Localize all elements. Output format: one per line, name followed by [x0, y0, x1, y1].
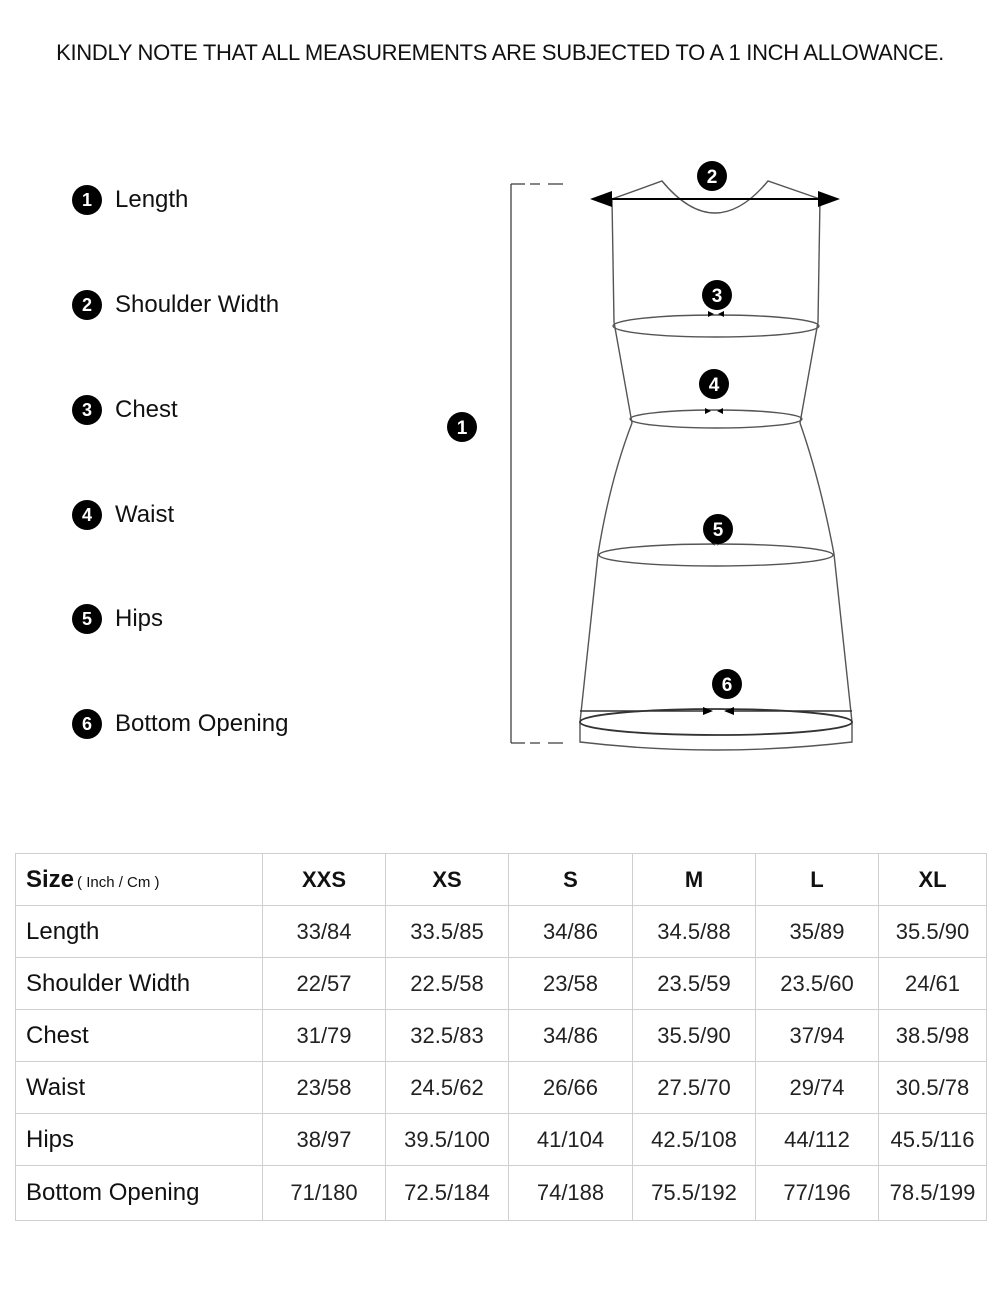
number-badge: 3	[72, 395, 102, 425]
table-cell: 33.5/85	[386, 906, 509, 958]
size-header-xl: XL	[879, 854, 987, 906]
table-row	[16, 1114, 987, 1166]
table-cell: 24.5/62	[386, 1062, 509, 1114]
table-row	[16, 1010, 987, 1062]
number-badge: 2	[72, 290, 102, 320]
table-cell: 34.5/88	[633, 906, 756, 958]
table-cell: 77/196	[756, 1166, 879, 1221]
table-cell: 78.5/199	[879, 1166, 987, 1221]
table-header-row	[16, 854, 987, 906]
table-cell: 39.5/100	[386, 1114, 509, 1166]
svg-text:1: 1	[456, 418, 468, 439]
row-label: Chest	[16, 1010, 263, 1062]
row-label: Waist	[16, 1062, 263, 1114]
table-cell: 35/89	[756, 906, 879, 958]
marker-1	[447, 412, 477, 442]
table-cell: 74/188	[509, 1166, 633, 1221]
table-cell: 38/97	[263, 1114, 386, 1166]
table-cell: 31/79	[263, 1010, 386, 1062]
number-badge: 4	[72, 500, 102, 530]
table-cell: 23.5/59	[633, 958, 756, 1010]
marker-6	[712, 669, 742, 699]
marker-5	[703, 514, 733, 544]
table-cell: 75.5/192	[633, 1166, 756, 1221]
table-cell: 37/94	[756, 1010, 879, 1062]
table-cell: 33/84	[263, 906, 386, 958]
marker-4	[699, 369, 729, 399]
table-cell: 35.5/90	[879, 906, 987, 958]
svg-text:4: 4	[708, 375, 720, 396]
table-cell: 72.5/184	[386, 1166, 509, 1221]
legend-label: Hips	[115, 605, 164, 632]
table-cell: 29/74	[756, 1062, 879, 1114]
svg-text:6: 6	[721, 675, 733, 696]
size-header-xs: XS	[386, 854, 509, 906]
legend-label: Bottom Opening	[115, 710, 289, 737]
table-cell: 34/86	[509, 1010, 633, 1062]
table-cell: 23/58	[509, 958, 633, 1010]
row-label: Bottom Opening	[16, 1166, 263, 1221]
table-row	[16, 958, 987, 1010]
table-cell: 45.5/116	[879, 1114, 987, 1166]
table-cell: 23.5/60	[756, 958, 879, 1010]
row-label: Shoulder Width	[16, 958, 263, 1010]
svg-text:3: 3	[711, 286, 723, 307]
legend-label: Length	[115, 186, 189, 213]
table-cell: 26/66	[509, 1062, 633, 1114]
svg-text:2: 2	[706, 167, 718, 188]
size-header-s: S	[509, 854, 633, 906]
marker-2	[697, 161, 727, 191]
legend-label: Shoulder Width	[115, 291, 280, 318]
legend-label: Chest	[115, 396, 178, 423]
marker-3	[702, 280, 732, 310]
size-header-xxs: XXS	[263, 854, 386, 906]
table-cell: 44/112	[756, 1114, 879, 1166]
size-header-m: M	[633, 854, 756, 906]
table-row	[16, 906, 987, 958]
table-cell: 34/86	[509, 906, 633, 958]
row-label: Length	[16, 906, 263, 958]
number-badge: 5	[72, 604, 102, 634]
table-cell: 24/61	[879, 958, 987, 1010]
table-cell: 22/57	[263, 958, 386, 1010]
size-unit-header: Size ( Inch / Cm )	[16, 854, 263, 906]
table-row	[16, 1166, 987, 1221]
row-label: Hips	[16, 1114, 263, 1166]
table-cell: 38.5/98	[879, 1010, 987, 1062]
number-badge: 6	[72, 709, 102, 739]
arrow-left-icon	[590, 191, 612, 207]
table-cell: 35.5/90	[633, 1010, 756, 1062]
number-badge: 1	[72, 185, 102, 215]
table-cell: 42.5/108	[633, 1114, 756, 1166]
allowance-notice: KINDLY NOTE THAT ALL MEASUREMENTS ARE SUBJECTED TO A 1 INCH ALLOWANCE.	[56, 40, 944, 65]
table-row	[16, 1062, 987, 1114]
length-bracket	[511, 184, 563, 743]
table-cell: 30.5/78	[879, 1062, 987, 1114]
legend-label: Waist	[115, 501, 175, 528]
arrow-right-icon	[818, 191, 840, 207]
table-cell: 23/58	[263, 1062, 386, 1114]
dress-outline	[580, 181, 852, 750]
table-cell: 32.5/83	[386, 1010, 509, 1062]
svg-text:5: 5	[712, 520, 724, 541]
size-header-l: L	[756, 854, 879, 906]
table-cell: 22.5/58	[386, 958, 509, 1010]
table-cell: 41/104	[509, 1114, 633, 1166]
table-cell: 71/180	[263, 1166, 386, 1221]
table-cell: 27.5/70	[633, 1062, 756, 1114]
size-chart-table	[15, 853, 987, 1221]
